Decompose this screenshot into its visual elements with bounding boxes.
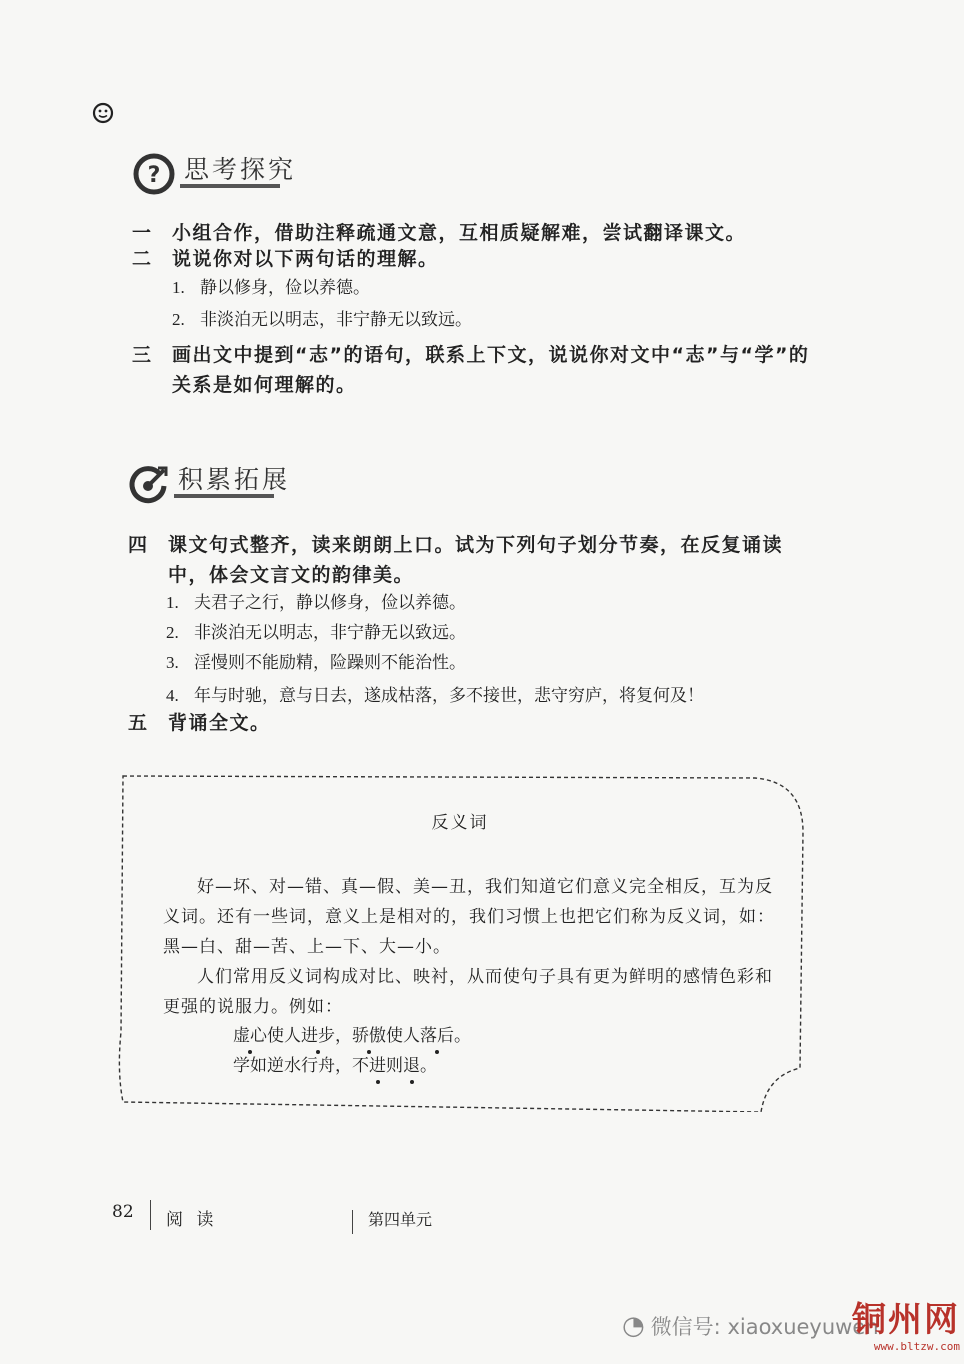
question-number: 二 — [132, 248, 153, 270]
svg-text:?: ? — [147, 163, 161, 188]
section-title: 积累拓展 — [178, 465, 291, 494]
footer-divider — [150, 1200, 151, 1230]
example-sentence-2: 学如逆水行舟，不进则退。 — [233, 1052, 437, 1080]
smiley-icon — [92, 102, 114, 124]
list-item: 2. 非淡泊无以明志，非宁静无以致远。 — [172, 310, 472, 329]
example-sentence-1: 虚心使人进步，骄傲使人落后。 — [233, 1022, 471, 1050]
site-logo: 铜州网 www.bltzw.com — [852, 1300, 960, 1353]
section-title: 思考探究 — [184, 155, 297, 184]
list-item: 1. 静以修身，俭以养德。 — [172, 278, 370, 297]
question-text: 课文句式整齐，读来朗朗上口。试为下列句子划分节奏，在反复诵读中，体会文言文的韵律美。 — [168, 534, 784, 586]
question-text: 小组合作，借助注释疏通文意，互相质疑解难，尝试翻译课文。 — [172, 222, 747, 244]
question-text: 说说你对以下两句话的理解。 — [172, 248, 439, 270]
question-number: 五 — [128, 712, 149, 734]
list-item: 3. 淫慢则不能励精，险躁则不能治性。 — [166, 653, 466, 672]
box-paragraph-2: 人们常用反义词构成对比、映衬，从而使句子具有更为鲜明的感情色彩和更强的说服力。例如： — [163, 967, 773, 1017]
question-mark-icon — [132, 152, 176, 196]
title-underline — [180, 184, 280, 188]
section-header-expand — [126, 462, 346, 510]
question-4 — [128, 530, 828, 594]
wechat-watermark: ◔ 微信号: xiaoxueyuwen — [622, 1311, 879, 1341]
question-2 — [132, 244, 832, 274]
list-item: 2. 非淡泊无以明志，非宁静无以致远。 — [166, 623, 466, 642]
box-title: 反义词 — [431, 813, 489, 833]
title-underline — [174, 494, 274, 498]
question-text: 画出文中提到“志”的语句，联系上下文，说说你对文中“志”与“学”的关系是如何理解的。 — [172, 344, 810, 396]
target-arrow-icon — [126, 462, 170, 506]
list-item: 1. 夫君子之行，静以修身，俭以养德。 — [166, 593, 466, 612]
question-number: 四 — [128, 534, 149, 556]
question-5 — [128, 708, 828, 738]
question-text: 背诵全文。 — [168, 712, 271, 734]
antonym-info-box — [115, 772, 805, 1112]
question-3 — [132, 340, 832, 404]
question-number: 一 — [132, 222, 153, 244]
footer-divider — [352, 1210, 353, 1234]
section-header-think — [132, 152, 352, 200]
list-item: 4. 年与时驰，意与日去，遂成枯落，多不接世，悲守穷庐，将复何及！ — [166, 686, 704, 705]
page-number: 82 — [112, 1202, 134, 1222]
footer-label: 阅 读 — [166, 1210, 218, 1230]
question-number: 三 — [132, 344, 153, 366]
wechat-icon: ◔ — [622, 1311, 645, 1341]
box-paragraph-1: 好—坏、对—错、真—假、美—丑，我们知道它们意义完全相反，互为反义词。还有一些词，意义上是相对的，我们习惯上也把它们称为反义词，如：黑—白、甜—苦、上—下、大—小。 — [163, 877, 775, 957]
unit-label: 第四单元 — [368, 1210, 433, 1229]
